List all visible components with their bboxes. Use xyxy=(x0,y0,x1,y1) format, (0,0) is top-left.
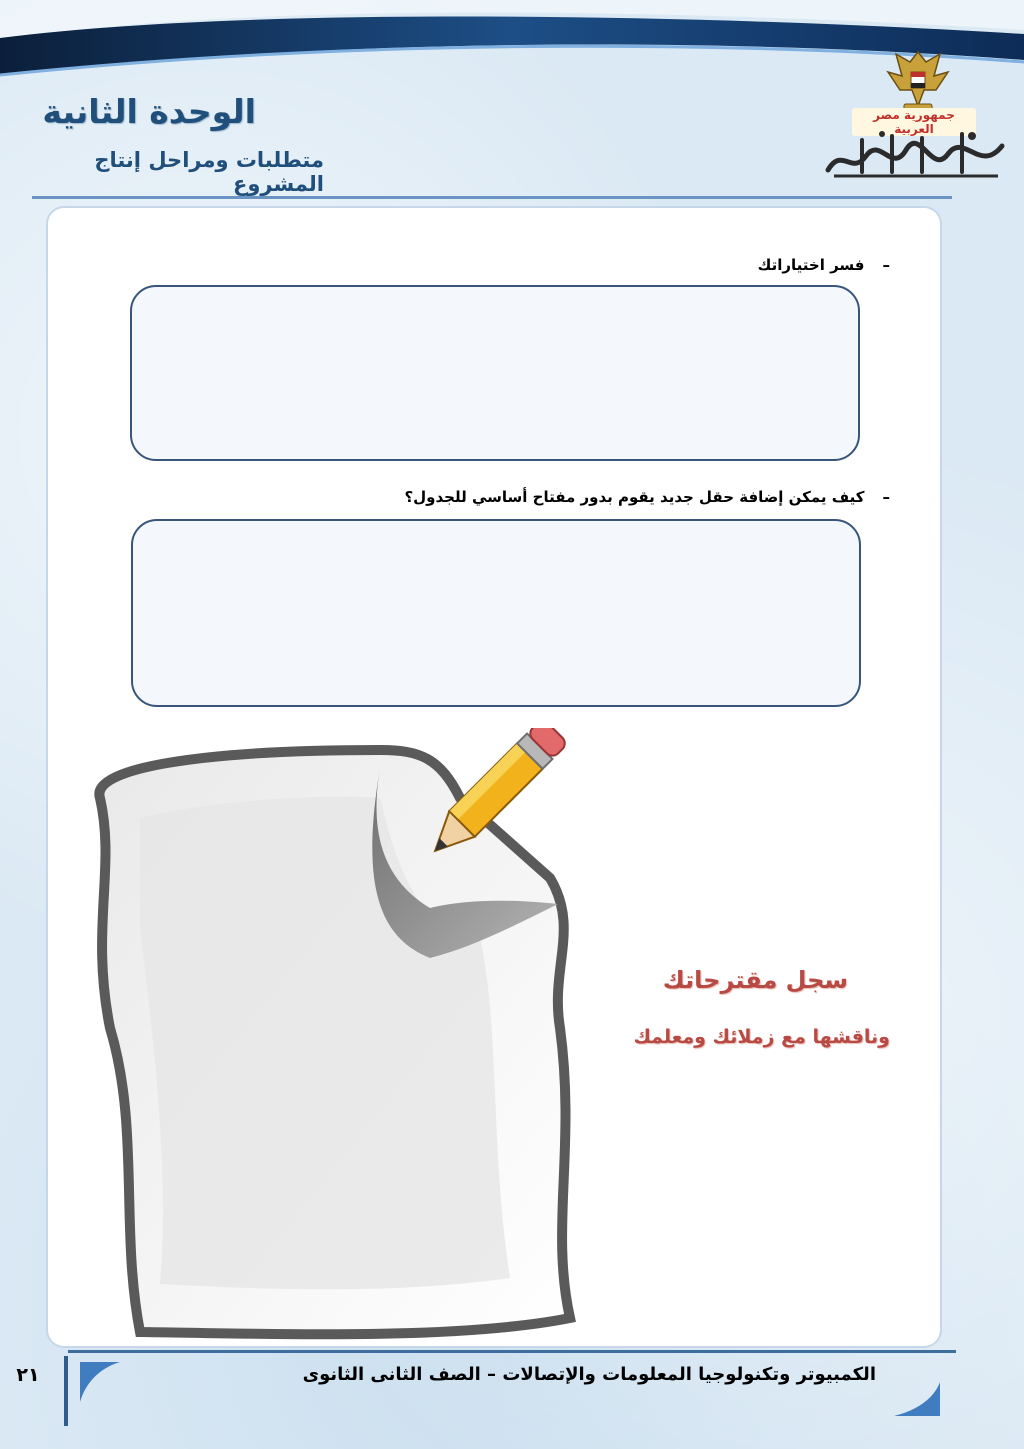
ministry-label: جمهورية مصر العربية xyxy=(852,108,976,136)
notes-paper-art[interactable] xyxy=(80,728,580,1348)
suggestions-title: سجل مقترحاتك xyxy=(662,966,848,994)
question-2-text: كيف يمكن إضافة حقل جديد يقوم بدور مفتاح أساسي للجدول؟ xyxy=(404,488,865,506)
corner-ornament-left-icon xyxy=(80,1362,120,1402)
suggestions-subtitle: وناقشها مع زملائك ومعلمك xyxy=(633,1026,890,1048)
ministry-calligraphy-logo-icon xyxy=(822,126,1008,184)
corner-ornament-right-icon xyxy=(894,1382,940,1416)
unit-title: الوحدة الثانية xyxy=(42,92,256,131)
question-1-text: فسر اختياراتك xyxy=(757,256,865,274)
unit-subtitle: متطلبات ومراحل إنتاج المشروع xyxy=(94,148,324,196)
header-swoosh xyxy=(0,0,1024,90)
answer-box-1[interactable] xyxy=(130,285,860,461)
footer-text: الكمبيوتر وتكنولوجيا المعلومات والإتصالات – الصف الثانى الثانوى xyxy=(302,1364,876,1385)
question-2 xyxy=(404,488,890,506)
question-bullet: – xyxy=(882,488,890,506)
question-bullet: – xyxy=(882,256,890,274)
footer-divider xyxy=(68,1350,956,1353)
page-number: ٢١ xyxy=(16,1364,40,1386)
page-number-separator xyxy=(64,1356,68,1426)
answer-box-2[interactable] xyxy=(131,519,861,707)
header-divider xyxy=(32,196,952,199)
question-1 xyxy=(758,256,890,274)
curled-paper-icon xyxy=(99,750,570,1334)
